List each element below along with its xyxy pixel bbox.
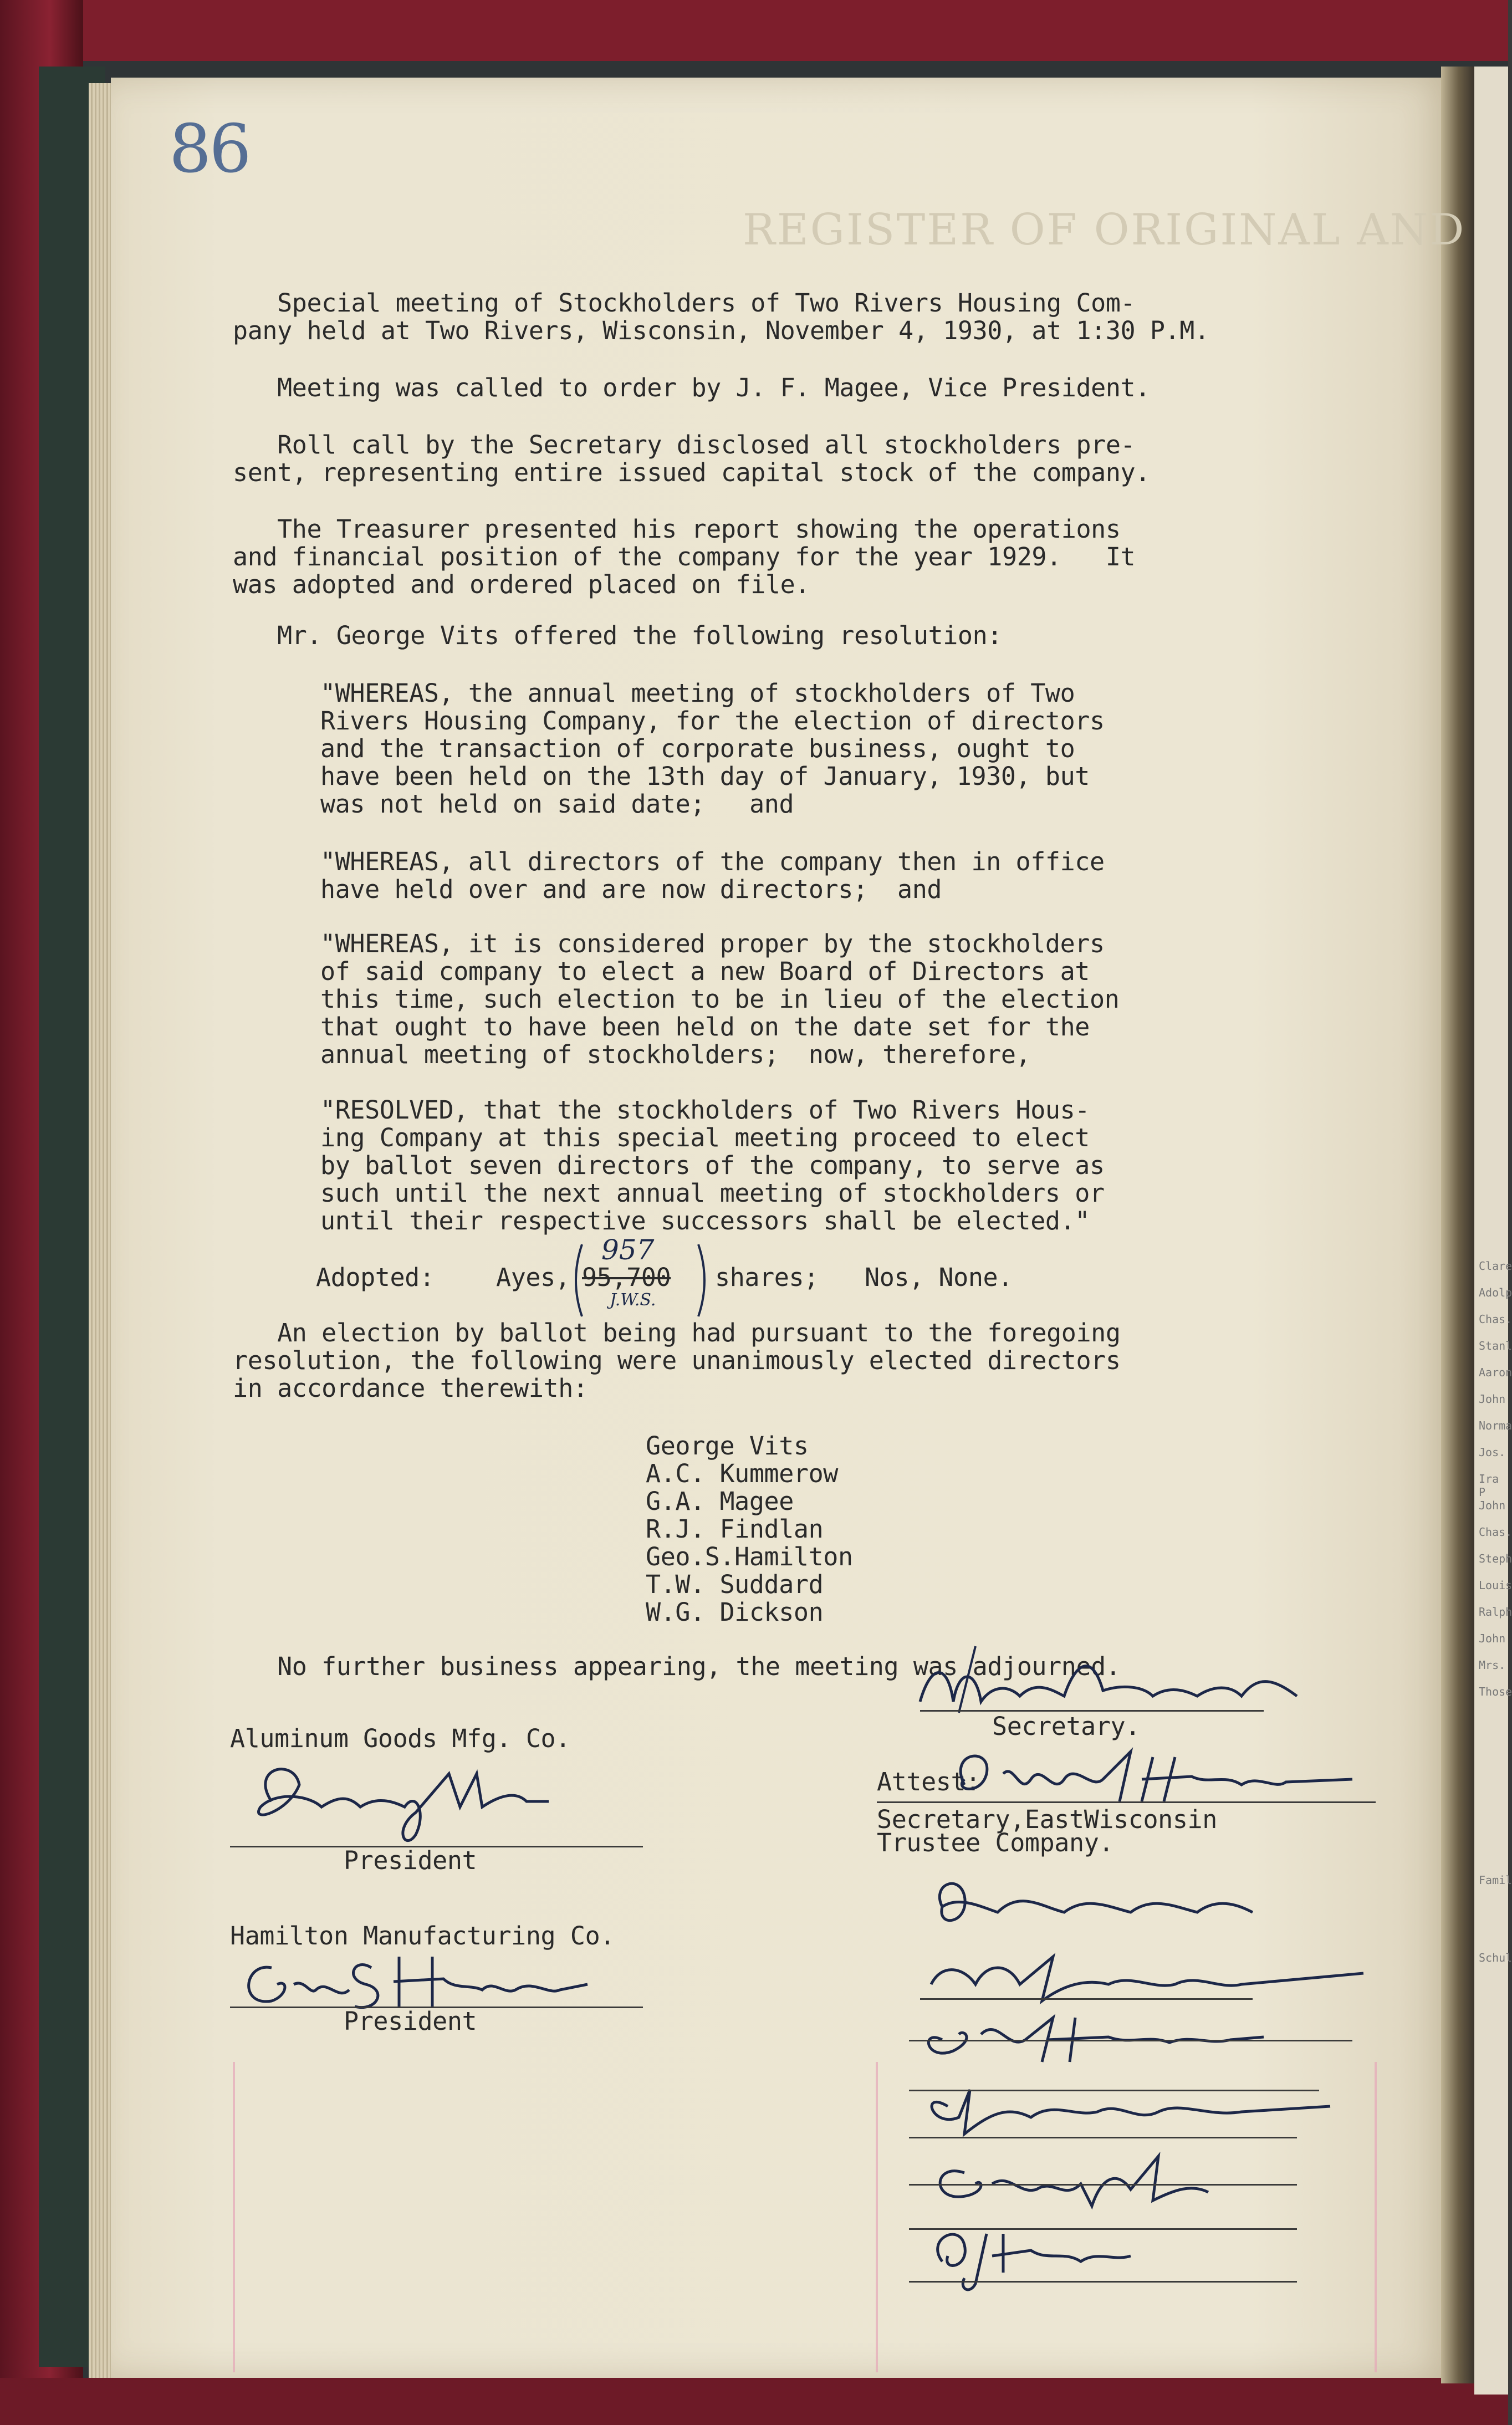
- adjourned-line: No further business appearing, the meeting was adjourned.: [233, 1652, 1121, 1681]
- election-line-1: An election by ballot being had pursuant to the foregoing: [233, 1318, 1121, 1347]
- resolved-line-5: until their respective successors shall be elected.": [320, 1206, 1090, 1236]
- call-to-order: Meeting was called to order by J. F. Magee, Vice President.: [233, 373, 1150, 402]
- facing-page-entry: Louis: [1479, 1579, 1512, 1592]
- facing-page-entry: Ralph: [1479, 1605, 1512, 1619]
- whereas-2-line-2: have held over and are now directors; and: [320, 875, 942, 904]
- whereas-1-line-2: Rivers Housing Company, for the election of directors: [320, 706, 1105, 736]
- roll-call-line-2: sent, representing entire issued capital stock of the company.: [233, 458, 1150, 487]
- whereas-1-line-1: "WHEREAS, the annual meeting of stockholders of Two: [320, 678, 1075, 708]
- treasurer-line-3: was adopted and ordered placed on file.: [233, 570, 810, 599]
- attest-signature-line: [877, 1801, 1376, 1803]
- whereas-3-line-1: "WHEREAS, it is considered proper by the stockholders: [320, 929, 1105, 958]
- hamilton-company-name: Hamilton Manufacturing Co.: [230, 1921, 615, 1951]
- facing-page-entry: Those: [1479, 1685, 1512, 1698]
- whereas-1-line-5: was not held on said date; and: [320, 789, 794, 819]
- facing-page-entry: Norma: [1479, 1419, 1512, 1432]
- whereas-2-line-1: "WHEREAS, all directors of the company then in office: [320, 847, 1105, 876]
- shares-label: shares;: [715, 1263, 819, 1292]
- director-signature-line: [909, 2090, 1319, 2091]
- roll-call-line-1: Roll call by the Secretary disclosed all stockholders pre-: [233, 430, 1136, 460]
- whereas-3-line-3: this time, such election to be in lieu of the election: [320, 984, 1120, 1014]
- treasurer-line-2: and financial position of the company for the year 1929. It: [233, 542, 1136, 571]
- director-name: A.C. Kummerow: [646, 1459, 838, 1488]
- whereas-1-line-4: have been held on the 13th day of January, 1930, but: [320, 762, 1090, 791]
- director-signature-line: [909, 2184, 1297, 2186]
- director-name: R.J. Findlan: [646, 1514, 824, 1544]
- whereas-3-line-4: that ought to have been held on the date set for the: [320, 1012, 1090, 1042]
- ruled-margin-line: [1375, 2062, 1377, 2372]
- nos-none: Nos, None.: [865, 1263, 1013, 1292]
- secretary-title: Secretary.: [992, 1712, 1140, 1741]
- facing-page-entry: Steph: [1479, 1552, 1512, 1565]
- facing-page-entry: Adolp: [1479, 1286, 1512, 1299]
- adopted-label: Adopted:: [316, 1263, 435, 1292]
- attest-title-line-1: Secretary,EastWisconsin: [877, 1805, 1217, 1834]
- director-signature-line: [909, 2040, 1352, 2041]
- facing-page-entry: Mrs.: [1479, 1658, 1506, 1672]
- intro-line-1: Special meeting of Stockholders of Two Rivers Housing Com-: [233, 288, 1136, 318]
- facing-page-entry: Clare: [1479, 1259, 1512, 1273]
- ayes-label: Ayes,: [496, 1263, 570, 1292]
- whereas-1-line-3: and the transaction of corporate business, ought to: [320, 734, 1075, 763]
- offered-line: Mr. George Vits offered the following resolution:: [233, 621, 1002, 650]
- director-signature-line: [920, 1998, 1253, 2000]
- ruled-margin-line: [876, 2062, 878, 2372]
- facing-page-entry: Stanl: [1479, 1339, 1512, 1352]
- whereas-3-line-2: of said company to elect a new Board of Directors at: [320, 957, 1090, 986]
- treasurer-line-1: The Treasurer presented his report showing the operations: [233, 514, 1121, 544]
- resolved-line-4: such until the next annual meeting of stockholders or: [320, 1178, 1105, 1208]
- cover-top-edge: [0, 0, 1508, 61]
- facing-page-entry: Chas.: [1479, 1525, 1512, 1539]
- election-line-3: in accordance therewith:: [233, 1374, 588, 1403]
- attest-label: Attest:: [877, 1767, 980, 1796]
- facing-page-entry: John: [1479, 1632, 1506, 1645]
- facing-page-entry: Jos.: [1479, 1446, 1506, 1459]
- struck-share-count: 95,700: [582, 1263, 671, 1292]
- whereas-3-line-5: annual meeting of stockholders; now, therefore,: [320, 1040, 1031, 1069]
- aluminum-president-signature: [238, 1746, 582, 1857]
- director-signature-line: [909, 2281, 1297, 2283]
- hamilton-president-title: President: [344, 2007, 477, 2036]
- director-signature-line: [909, 2137, 1297, 2138]
- correction-initials: J.W.S.: [610, 1290, 656, 1310]
- facing-page-entry: Ira P: [1479, 1472, 1499, 1499]
- facing-page-entry: John: [1479, 1499, 1506, 1512]
- handwritten-share-count: 957: [601, 1234, 655, 1266]
- aluminum-president-title: President: [344, 1846, 477, 1875]
- director-name: T.W. Suddard: [646, 1570, 824, 1599]
- director-signature-line: [909, 2228, 1297, 2230]
- facing-page-entry: Famil: [1479, 1873, 1512, 1887]
- director-name: George Vits: [646, 1431, 809, 1461]
- page-number: 86: [169, 111, 249, 188]
- election-line-2: resolution, the following were unanimously elected directors: [233, 1346, 1121, 1375]
- director-signatures: [909, 1873, 1375, 2295]
- facing-page: [1474, 67, 1508, 2395]
- intro-line-2: pany held at Two Rivers, Wisconsin, November 4, 1930, at 1:30 P.M.: [233, 316, 1209, 345]
- faded-register-header: REGISTER OF ORIGINAL AND: [743, 205, 1466, 255]
- attest-title-line-2: Trustee Company.: [877, 1828, 1114, 1857]
- resolved-line-3: by ballot seven directors of the company, to serve as: [320, 1151, 1105, 1180]
- cover-bottom-edge: [0, 2378, 1508, 2425]
- facing-page-entry: John: [1479, 1392, 1506, 1406]
- director-name: Geo.S.Hamilton: [646, 1542, 853, 1571]
- director-name: W.G. Dickson: [646, 1597, 824, 1627]
- ruled-margin-line: [233, 2062, 235, 2372]
- facing-page-entry: Chas.: [1479, 1313, 1512, 1326]
- resolved-line-2: ing Company at this special meeting proceed to elect: [320, 1123, 1090, 1152]
- facing-page-entry: Aaron: [1479, 1366, 1512, 1379]
- aluminum-company-name: Aluminum Goods Mfg. Co.: [230, 1724, 570, 1753]
- resolved-line-1: "RESOLVED, that the stockholders of Two Rivers Hous-: [320, 1095, 1090, 1125]
- facing-page-entry: Schul: [1479, 1951, 1512, 1964]
- director-name: G.A. Magee: [646, 1487, 794, 1516]
